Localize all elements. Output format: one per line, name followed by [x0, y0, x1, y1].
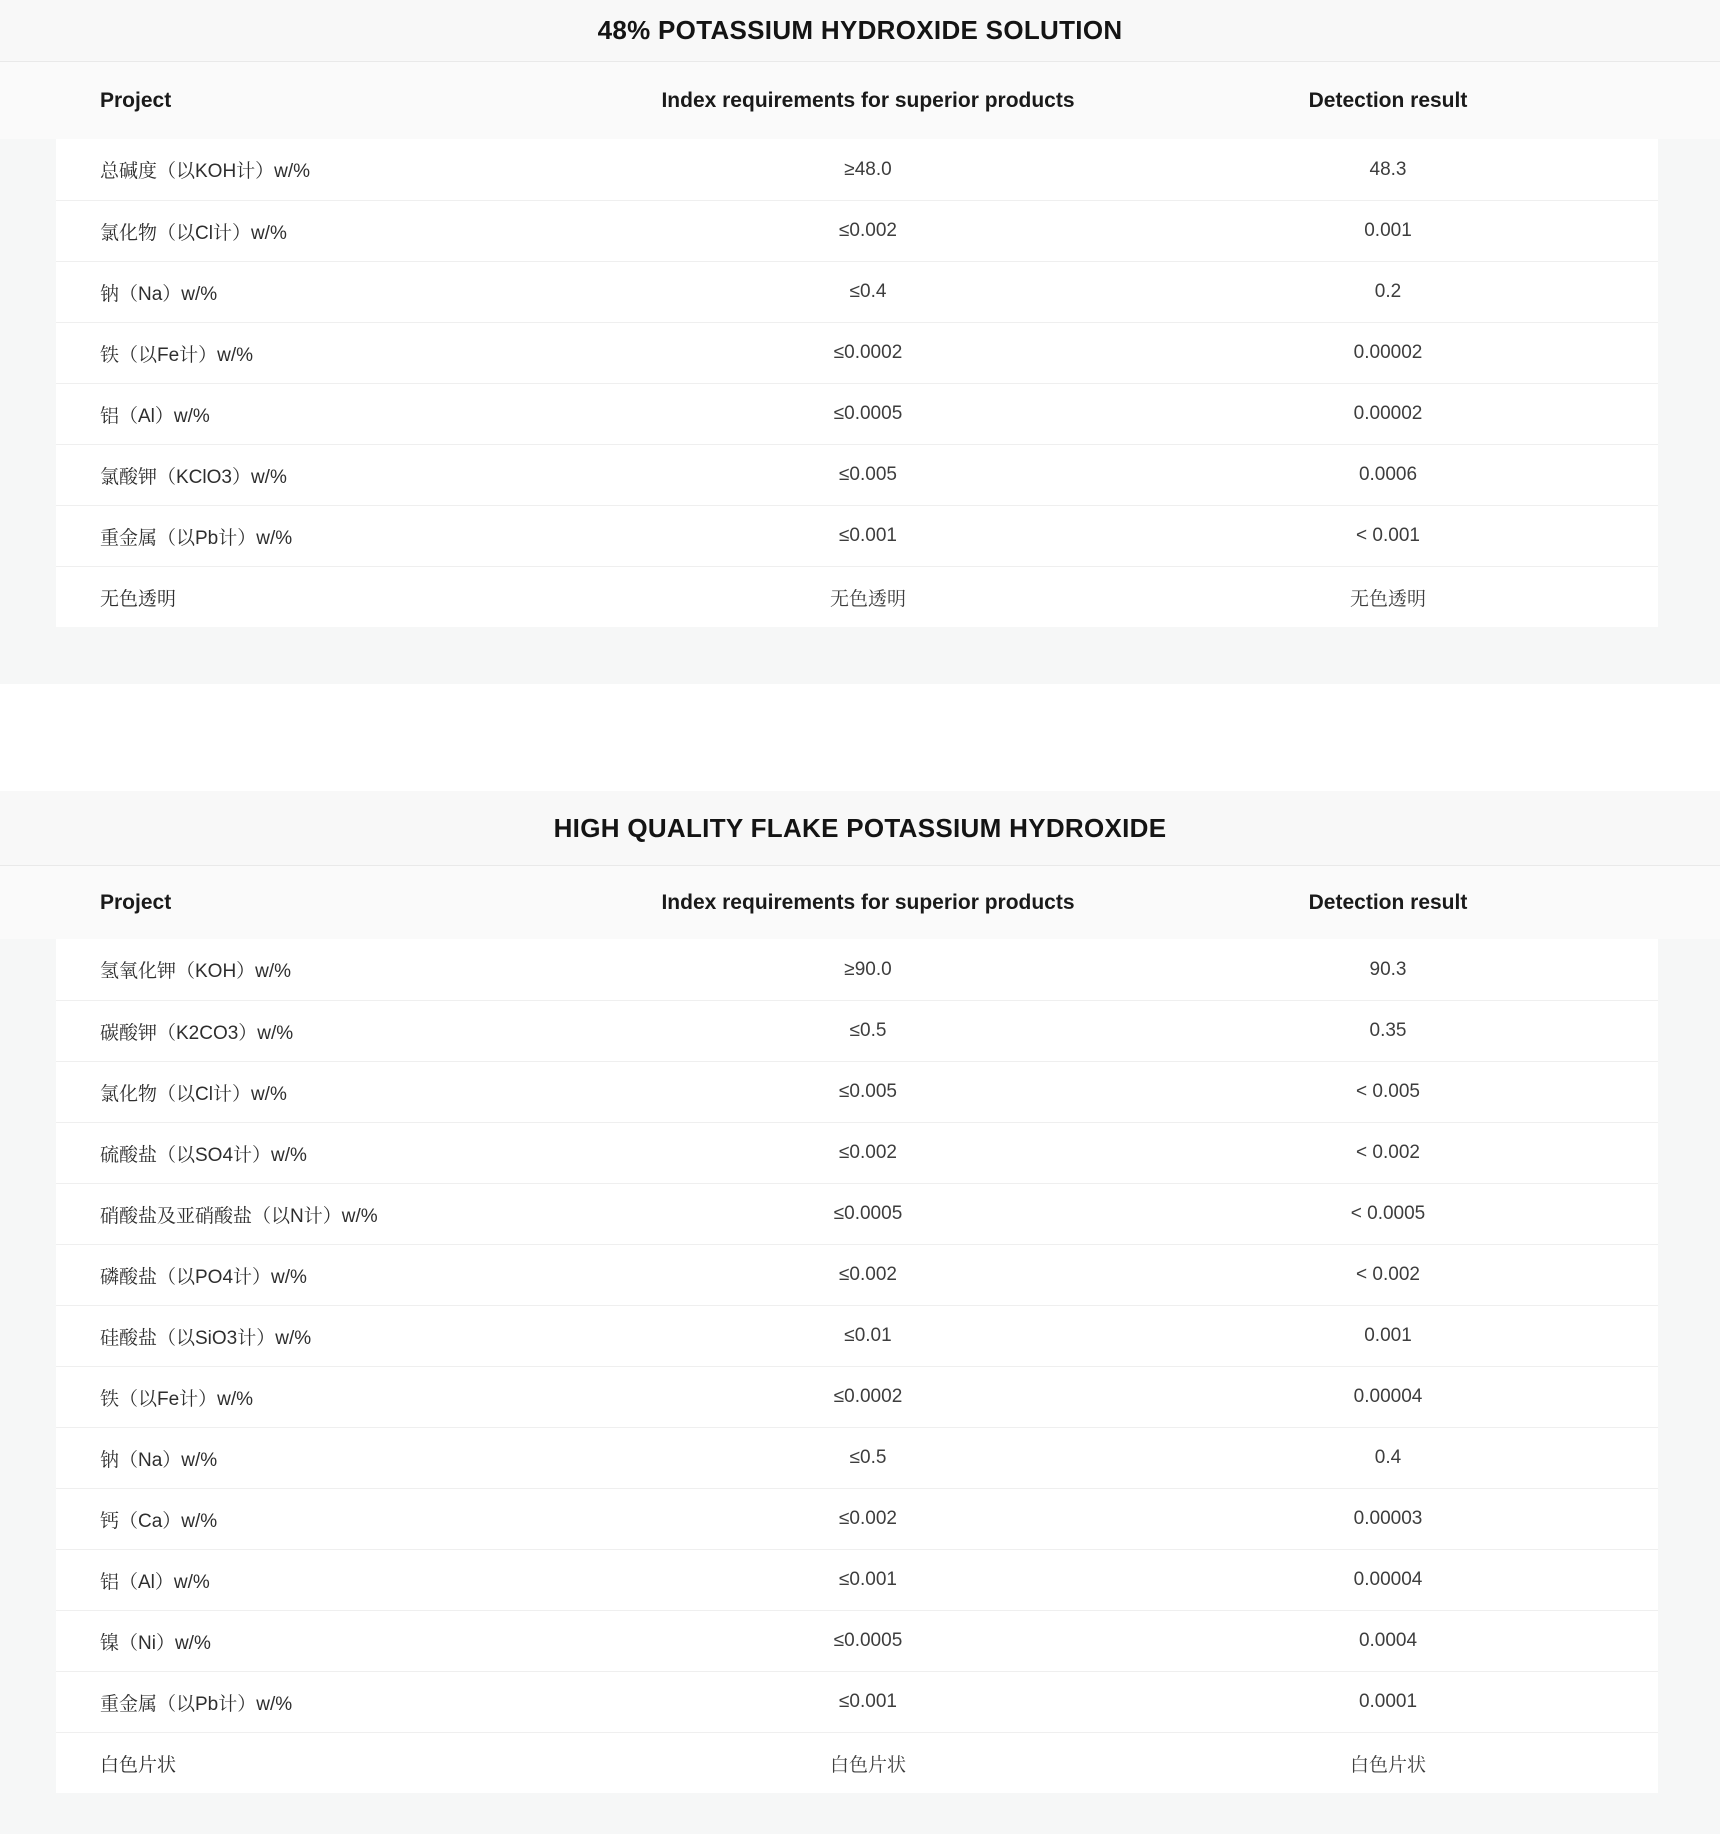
table-row: [56, 1427, 1658, 1488]
requirement-cell: 白色片状: [829, 1754, 906, 1776]
project-cell: 铁（以Fe计）w/%: [100, 1388, 254, 1410]
result-cell: 0.00004: [1353, 1569, 1423, 1590]
requirement-cell: ≤0.4: [849, 281, 887, 302]
requirement-cell: ≥48.0: [844, 158, 892, 180]
project-cell: 铝（Al）w/%: [100, 405, 210, 427]
project-cell: 氯化物（以Cl计）w/%: [100, 1083, 287, 1105]
project-cell: 氢氧化钾（KOH）w/%: [100, 961, 292, 982]
table-row: [56, 139, 1658, 200]
table-row: [56, 261, 1658, 322]
project-cell: 钙（Ca）w/%: [100, 1510, 218, 1532]
requirement-cell: ≤0.002: [839, 1264, 897, 1285]
result-cell: 0.0004: [1358, 1630, 1418, 1651]
project-cell: 铝（Al）w/%: [100, 1571, 210, 1593]
project-cell: 重金属（以Pb计）w/%: [100, 1693, 293, 1715]
result-cell: 0.001: [1364, 1325, 1412, 1346]
project-cell: 氯化物（以Cl计）w/%: [100, 222, 287, 244]
result-cell: 0.4: [1374, 1447, 1402, 1468]
table-row: [56, 1000, 1658, 1061]
spec-table: [0, 866, 1720, 1793]
requirement-cell: ≤0.002: [839, 1142, 897, 1163]
column-header-project: Project: [100, 890, 172, 914]
table-row: [56, 505, 1658, 566]
table-row: [56, 1244, 1658, 1305]
requirement-cell: ≤0.002: [839, 1508, 897, 1529]
table-row: [56, 1061, 1658, 1122]
table-row: [56, 1671, 1658, 1732]
table-row: [56, 1122, 1658, 1183]
table-row: [56, 1488, 1658, 1549]
result-cell: 0.0006: [1358, 464, 1418, 485]
result-cell: < 0.0005: [1350, 1203, 1426, 1224]
requirement-cell: ≤0.5: [849, 1447, 887, 1468]
section-title-band: [0, 791, 1720, 866]
section-gap: [0, 684, 1720, 791]
section-title: 48% POTASSIUM HYDROXIDE SOLUTION: [597, 15, 1123, 45]
project-cell: 铁（以Fe计）w/%: [100, 344, 254, 366]
result-cell: 0.2: [1374, 281, 1402, 302]
result-cell: < 0.001: [1356, 525, 1420, 546]
requirement-cell: ≥90.0: [844, 958, 892, 980]
requirement-cell: ≤0.001: [839, 1691, 897, 1712]
section-48-potassium-hydroxide-solution: [0, 0, 1720, 684]
result-cell: 0.00002: [1353, 342, 1423, 363]
table-row: [56, 444, 1658, 505]
project-cell: 钠（Na）w/%: [100, 283, 218, 305]
requirement-cell: ≤0.01: [844, 1325, 892, 1346]
requirement-cell: ≤0.005: [839, 1081, 897, 1102]
requirement-cell: ≤0.001: [839, 1569, 897, 1590]
table-body: [56, 139, 1658, 627]
section-footer-strip: [0, 627, 1720, 684]
requirement-cell: ≤0.0002: [833, 342, 903, 363]
column-header-requirement: Index requirements for superior products: [661, 88, 1075, 112]
table-row: [56, 383, 1658, 444]
requirement-cell: ≤0.0005: [833, 1630, 903, 1651]
result-cell: 48.3: [1369, 158, 1407, 180]
result-cell: 0.35: [1369, 1020, 1407, 1041]
table-header-row: [0, 62, 1720, 139]
project-cell: 重金属（以Pb计）w/%: [100, 527, 293, 549]
requirement-cell: 无色透明: [829, 588, 906, 610]
requirement-cell: ≤0.002: [839, 220, 897, 241]
requirement-cell: ≤0.001: [839, 525, 897, 546]
table-row: [56, 200, 1658, 261]
section-title: HIGH QUALITY FLAKE POTASSIUM HYDROXIDE: [553, 812, 1167, 843]
section-title-band: [0, 0, 1720, 62]
project-cell: 氯酸钾（KClO3）w/%: [100, 466, 287, 488]
section-flake-potassium-hydroxide: [0, 791, 1720, 1834]
requirement-cell: ≤0.0002: [833, 1386, 903, 1407]
result-cell: 0.0001: [1358, 1691, 1418, 1712]
result-cell: 90.3: [1369, 958, 1407, 980]
column-header-result: Detection result: [1308, 88, 1468, 112]
project-cell: 钠（Na）w/%: [100, 1449, 218, 1471]
table-row: [56, 566, 1658, 627]
table-row: [56, 1305, 1658, 1366]
project-cell: 白色片状: [100, 1754, 177, 1776]
result-cell: 0.00004: [1353, 1386, 1423, 1407]
result-cell: 0.00003: [1353, 1508, 1423, 1529]
column-header-requirement: Index requirements for superior products: [661, 890, 1075, 914]
table-row: [56, 1366, 1658, 1427]
spec-table: [0, 62, 1720, 627]
requirement-cell: ≤0.5: [849, 1020, 887, 1041]
project-cell: 硅酸盐（以SiO3计）w/%: [100, 1327, 312, 1349]
table-row: [56, 1549, 1658, 1610]
table-header-row: [0, 866, 1720, 939]
result-cell: 0.001: [1364, 220, 1412, 241]
section-footer-strip: [0, 1793, 1720, 1834]
requirement-cell: ≤0.0005: [833, 403, 903, 424]
table-row: [56, 1732, 1658, 1793]
table-row: [56, 1183, 1658, 1244]
project-cell: 磷酸盐（以PO4计）w/%: [100, 1266, 307, 1288]
project-cell: 镍（Ni）w/%: [100, 1632, 211, 1654]
requirement-cell: ≤0.005: [839, 464, 897, 485]
result-cell: 0.00002: [1353, 403, 1423, 424]
column-header-result: Detection result: [1308, 890, 1468, 914]
requirement-cell: ≤0.0005: [833, 1203, 903, 1224]
project-cell: 碳酸钾（K2CO3）w/%: [100, 1022, 294, 1044]
column-header-project: Project: [100, 88, 172, 112]
result-cell: 白色片状: [1349, 1754, 1426, 1776]
project-cell: 硫酸盐（以SO4计）w/%: [100, 1144, 307, 1166]
result-cell: < 0.002: [1356, 1142, 1420, 1163]
table-body: [56, 939, 1658, 1793]
result-cell: 无色透明: [1349, 588, 1426, 610]
table-row: [56, 322, 1658, 383]
table-row: [56, 1610, 1658, 1671]
table-row: [56, 939, 1658, 1000]
result-cell: < 0.002: [1356, 1264, 1420, 1285]
result-cell: < 0.005: [1356, 1081, 1420, 1102]
project-cell: 硝酸盐及亚硝酸盐（以N计）w/%: [100, 1205, 378, 1227]
project-cell: 总碱度（以KOH计）w/%: [100, 161, 311, 182]
project-cell: 无色透明: [100, 588, 177, 610]
